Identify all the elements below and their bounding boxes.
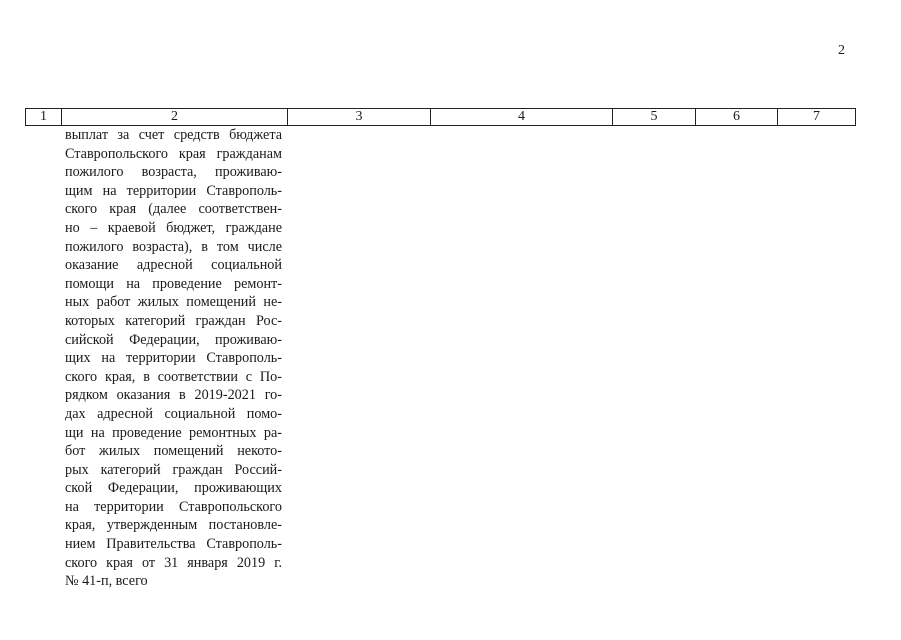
text-line: на территории Ставропольского	[65, 498, 282, 515]
text-line: ского края, в соответствии с По-	[65, 368, 282, 385]
text-line: сийской Федерации, проживаю-	[65, 331, 282, 348]
column-number-7: 7	[778, 109, 856, 126]
text-line: щи на проведение ремонтных ра-	[65, 424, 282, 441]
text-line: бот жилых помещений некото-	[65, 443, 282, 460]
column-number-5: 5	[613, 109, 696, 126]
text-line: оказание адресной социальной	[65, 257, 282, 274]
text-line: которых категорий граждан Рос-	[65, 312, 282, 329]
column-number-row	[26, 109, 856, 126]
text-line: ных работ жилых помещений не-	[65, 294, 282, 311]
text-line: № 41-п, всего	[65, 573, 148, 590]
text-line: нием Правительства Ставрополь-	[65, 536, 282, 553]
text-line: Ставропольского края гражданам	[65, 145, 282, 162]
text-line: выплат за счет средств бюджета	[65, 127, 282, 143]
text-line: ского края от 31 января 2019 г.	[65, 554, 282, 571]
column-number-2: 2	[62, 109, 288, 126]
text-line: ской Федерации, проживающих	[65, 480, 282, 497]
text-line: пожилого возраста), в том числе	[65, 238, 282, 255]
page-number: 2	[838, 43, 845, 58]
text-line: пожилого возраста, проживаю-	[65, 164, 282, 181]
column-number-3: 3	[288, 109, 431, 126]
text-line: щим на территории Ставрополь-	[65, 182, 282, 199]
text-line: рых категорий граждан Россий-	[65, 461, 282, 478]
text-line: дах адресной социальной помо-	[65, 405, 282, 422]
row-description-text	[65, 126, 282, 591]
column-number-1: 1	[26, 109, 62, 126]
text-line: рядком оказания в 2019-2021 го-	[65, 387, 282, 404]
text-line: помощи на проведение ремонт-	[65, 275, 282, 292]
column-header-table	[25, 108, 856, 126]
text-line: края, утвержденным постановле-	[65, 517, 282, 534]
text-line: щих на территории Ставрополь-	[65, 350, 282, 367]
text-line: ского края (далее соответствен-	[65, 201, 282, 218]
column-number-6: 6	[696, 109, 778, 126]
column-number-4: 4	[431, 109, 613, 126]
text-line: но – краевой бюджет, граждане	[65, 219, 282, 236]
